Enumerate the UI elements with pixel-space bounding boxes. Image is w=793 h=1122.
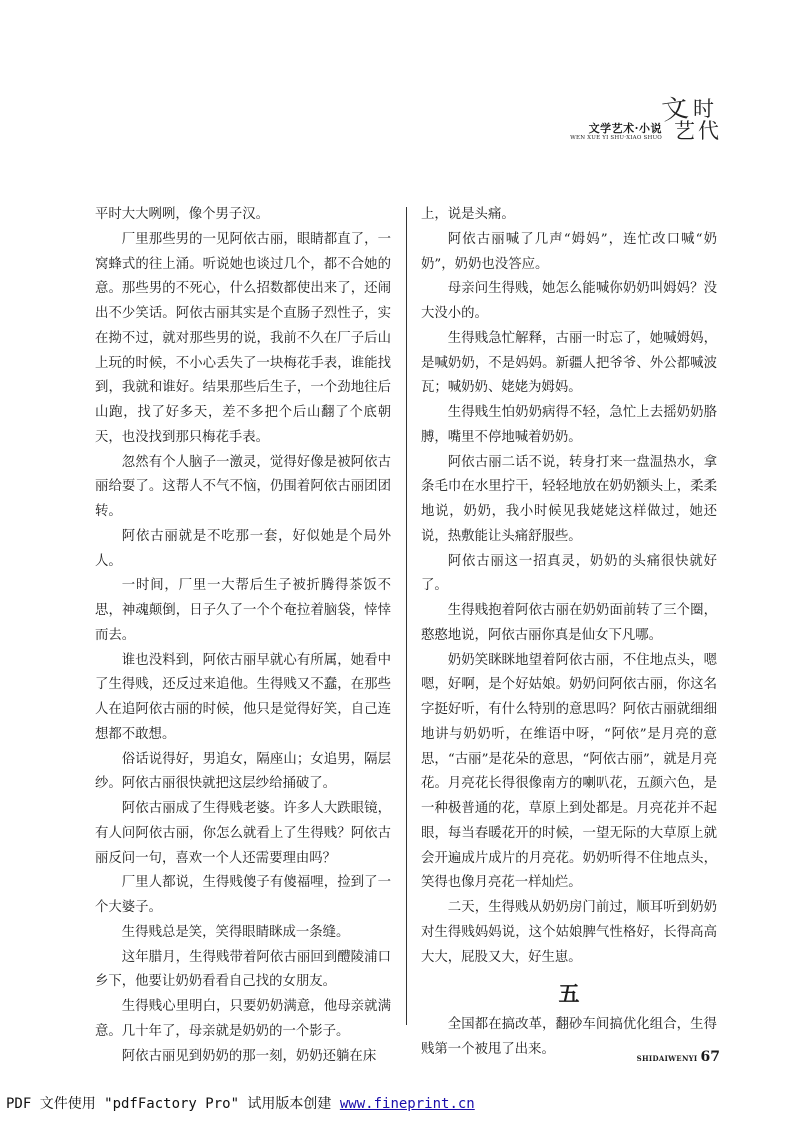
- page-header: [540, 95, 740, 145]
- paragraph: 阿依古丽二话不说，转身打来一盘温热水，拿条毛巾在水里拧干，轻轻地放在奶奶额头上，柔柔地说，奶奶，我小时候见我姥姥这样做过，她还说，热敷能让头痛舒服些。: [421, 454, 717, 544]
- paragraph: 这年腊月，生得贱带着阿依古丽回到醴陵浦口乡下，他要让奶奶看看自己找的女朋友。: [95, 949, 391, 990]
- paragraph: 阿依古丽这一招真灵，奶奶的头痛很快就好了。: [421, 553, 717, 594]
- paragraph: 一时间，厂里一大帮后生子被折腾得茶饭不思，神魂颠倒，日子久了一个个奄拉着脑袋，悻悻而去。: [95, 578, 391, 643]
- pdf-watermark: [6, 1093, 475, 1113]
- paragraph: 母亲问生得贱，她怎么能喊你奶奶叫姆妈？没大没小的。: [421, 281, 717, 321]
- paragraph: 生得贱心里明白，只要奶奶满意，他母亲就满意。几十年了，母亲就是奶奶的一个影子。: [95, 999, 391, 1039]
- paragraph: 忽然有个人脑子一激灵，觉得好像是被阿依古丽给耍了。这帮人不气不恼，仍围着阿依古丽团团转。: [95, 454, 391, 519]
- paragraph: 平时大大咧咧，像个男子汉。: [95, 207, 270, 222]
- right-text-column: [421, 203, 717, 1063]
- paragraph: 二天，生得贱从奶奶房门前过，顺耳听到奶奶对生得贱妈妈说，这个姑娘脾气性格好，长得高高大大，屁股又大，好生崽。: [421, 900, 717, 965]
- chapter-heading: 五: [558, 981, 580, 1007]
- paragraph: 全国都在搞改革，翻砂车间搞优化组合，生得贱第一个被甩了出来。: [421, 1017, 717, 1057]
- paragraph: 奶奶笑眯眯地望着阿依古丽，不住地点头，嗯嗯，好啊，是个好姑娘。奶奶问阿依古丽，你这名字挺好听，有什么特别的意思吗？阿依古丽就细细地讲与奶奶听，在维语中呀，“阿依”是月亮的意思，“古丽”是花朵的意思，“阿依古丽”，就是月亮花。月亮花长得很像南方的喇叭花，五颜六色，是一种极普通的花，草原上到处都是。月亮花并不起眼，每当春暖花开的时候，一望无际的大草原上就会开遍成片成片的月亮花。奶奶听得不住地点头，笑得也像月亮花一样灿烂。: [421, 652, 717, 891]
- page-number: 67: [700, 1049, 720, 1065]
- magazine-name: SHIDAIWENYI: [636, 1054, 698, 1063]
- paragraph: 阿依古丽见到奶奶的那一刻，奶奶还躺在床: [121, 1048, 377, 1064]
- page-footer: [630, 1046, 720, 1065]
- watermark-link[interactable]: www.fineprint.cn: [339, 1096, 475, 1112]
- section-title-label: 文学艺术·小说: [588, 122, 662, 135]
- paragraph: 上，说是头痛。: [421, 207, 515, 222]
- logo-glyph-wen: 文: [660, 93, 690, 127]
- paragraph: 生得贱生怕奶奶病得不轻，急忙上去摇奶奶胳膊，嘴里不停地喊着奶奶。: [421, 405, 717, 445]
- paragraph: 阿依古丽成了生得贱老婆。许多人大跌眼镜，有人问阿依古丽，你怎么就看上了生得贱？阿依古丽反问一句，喜欢一个人还需要理由吗？: [95, 801, 391, 866]
- section-pinyin-label: WEN XUE YI SHU·XIAO SHUO: [570, 135, 662, 141]
- logo-glyph-shi: 时: [693, 97, 714, 121]
- paragraph: 生得贱急忙解释，古丽一时忘了，她喊姆妈，是喊奶奶，不是妈妈。新疆人把爷爷、外公都喊波瓦；喊奶奶、姥姥为姆妈。: [421, 330, 717, 396]
- paragraph: 生得贱抱着阿依古丽在奶奶面前转了三个圈，憨憨地说，阿依古丽你真是仙女下凡哪。: [421, 603, 717, 643]
- column-divider: [406, 207, 407, 1025]
- watermark-text: PDF 文件使用 "pdfFactory Pro" 试用版本创建: [6, 1096, 332, 1112]
- logo-glyph-yi: 艺: [674, 119, 695, 143]
- paragraph: 阿依古丽喊了几声“姆妈”，连忙改口喊“奶奶”，奶奶也没答应。: [421, 231, 717, 272]
- paragraph: 生得贱总是笑，笑得眼睛眯成一条缝。: [121, 924, 350, 940]
- paragraph: 俗话说得好，男追女，隔座山；女追男，隔层纱。阿依古丽很快就把这层纱给捅破了。: [95, 751, 391, 792]
- left-text-column: [95, 203, 391, 1069]
- paragraph: 厂里那些男的一见阿依古丽，眼睛都直了，一窝蜂式的往上涌。听说她也谈过几个，都不合她的意。那些男的不死心，什么招数都使出来了，还闹出不少笑话。阿依古丽其实是个直肠子烈性子，实在拗不过，就对那些男的说，我前不久在厂子后山上玩的时候，不小心丢失了一块梅花手表，谁能找到，我就和谁好。结果那些后生子，一个劲地往后山跑，找了好多天，差不多把个后山翻了个底朝天，也没找到那只梅花手表。: [95, 231, 391, 445]
- magazine-logo: [660, 93, 722, 143]
- paragraph: 厂里人都说，生得贱傻子有傻福哩，捡到了一个大婆子。: [95, 875, 391, 915]
- paragraph: 谁也没料到，阿依古丽早就心有所属，她看中了生得贱，还反过来追他。生得贱又不蠢，在那些人在追阿依古丽的时候，他只是觉得好笑，自己连想都不敢想。: [95, 652, 391, 742]
- paragraph: 阿依古丽就是不吃那一套，好似她是个局外人。: [95, 528, 391, 569]
- logo-glyph-dai: 代: [698, 119, 719, 143]
